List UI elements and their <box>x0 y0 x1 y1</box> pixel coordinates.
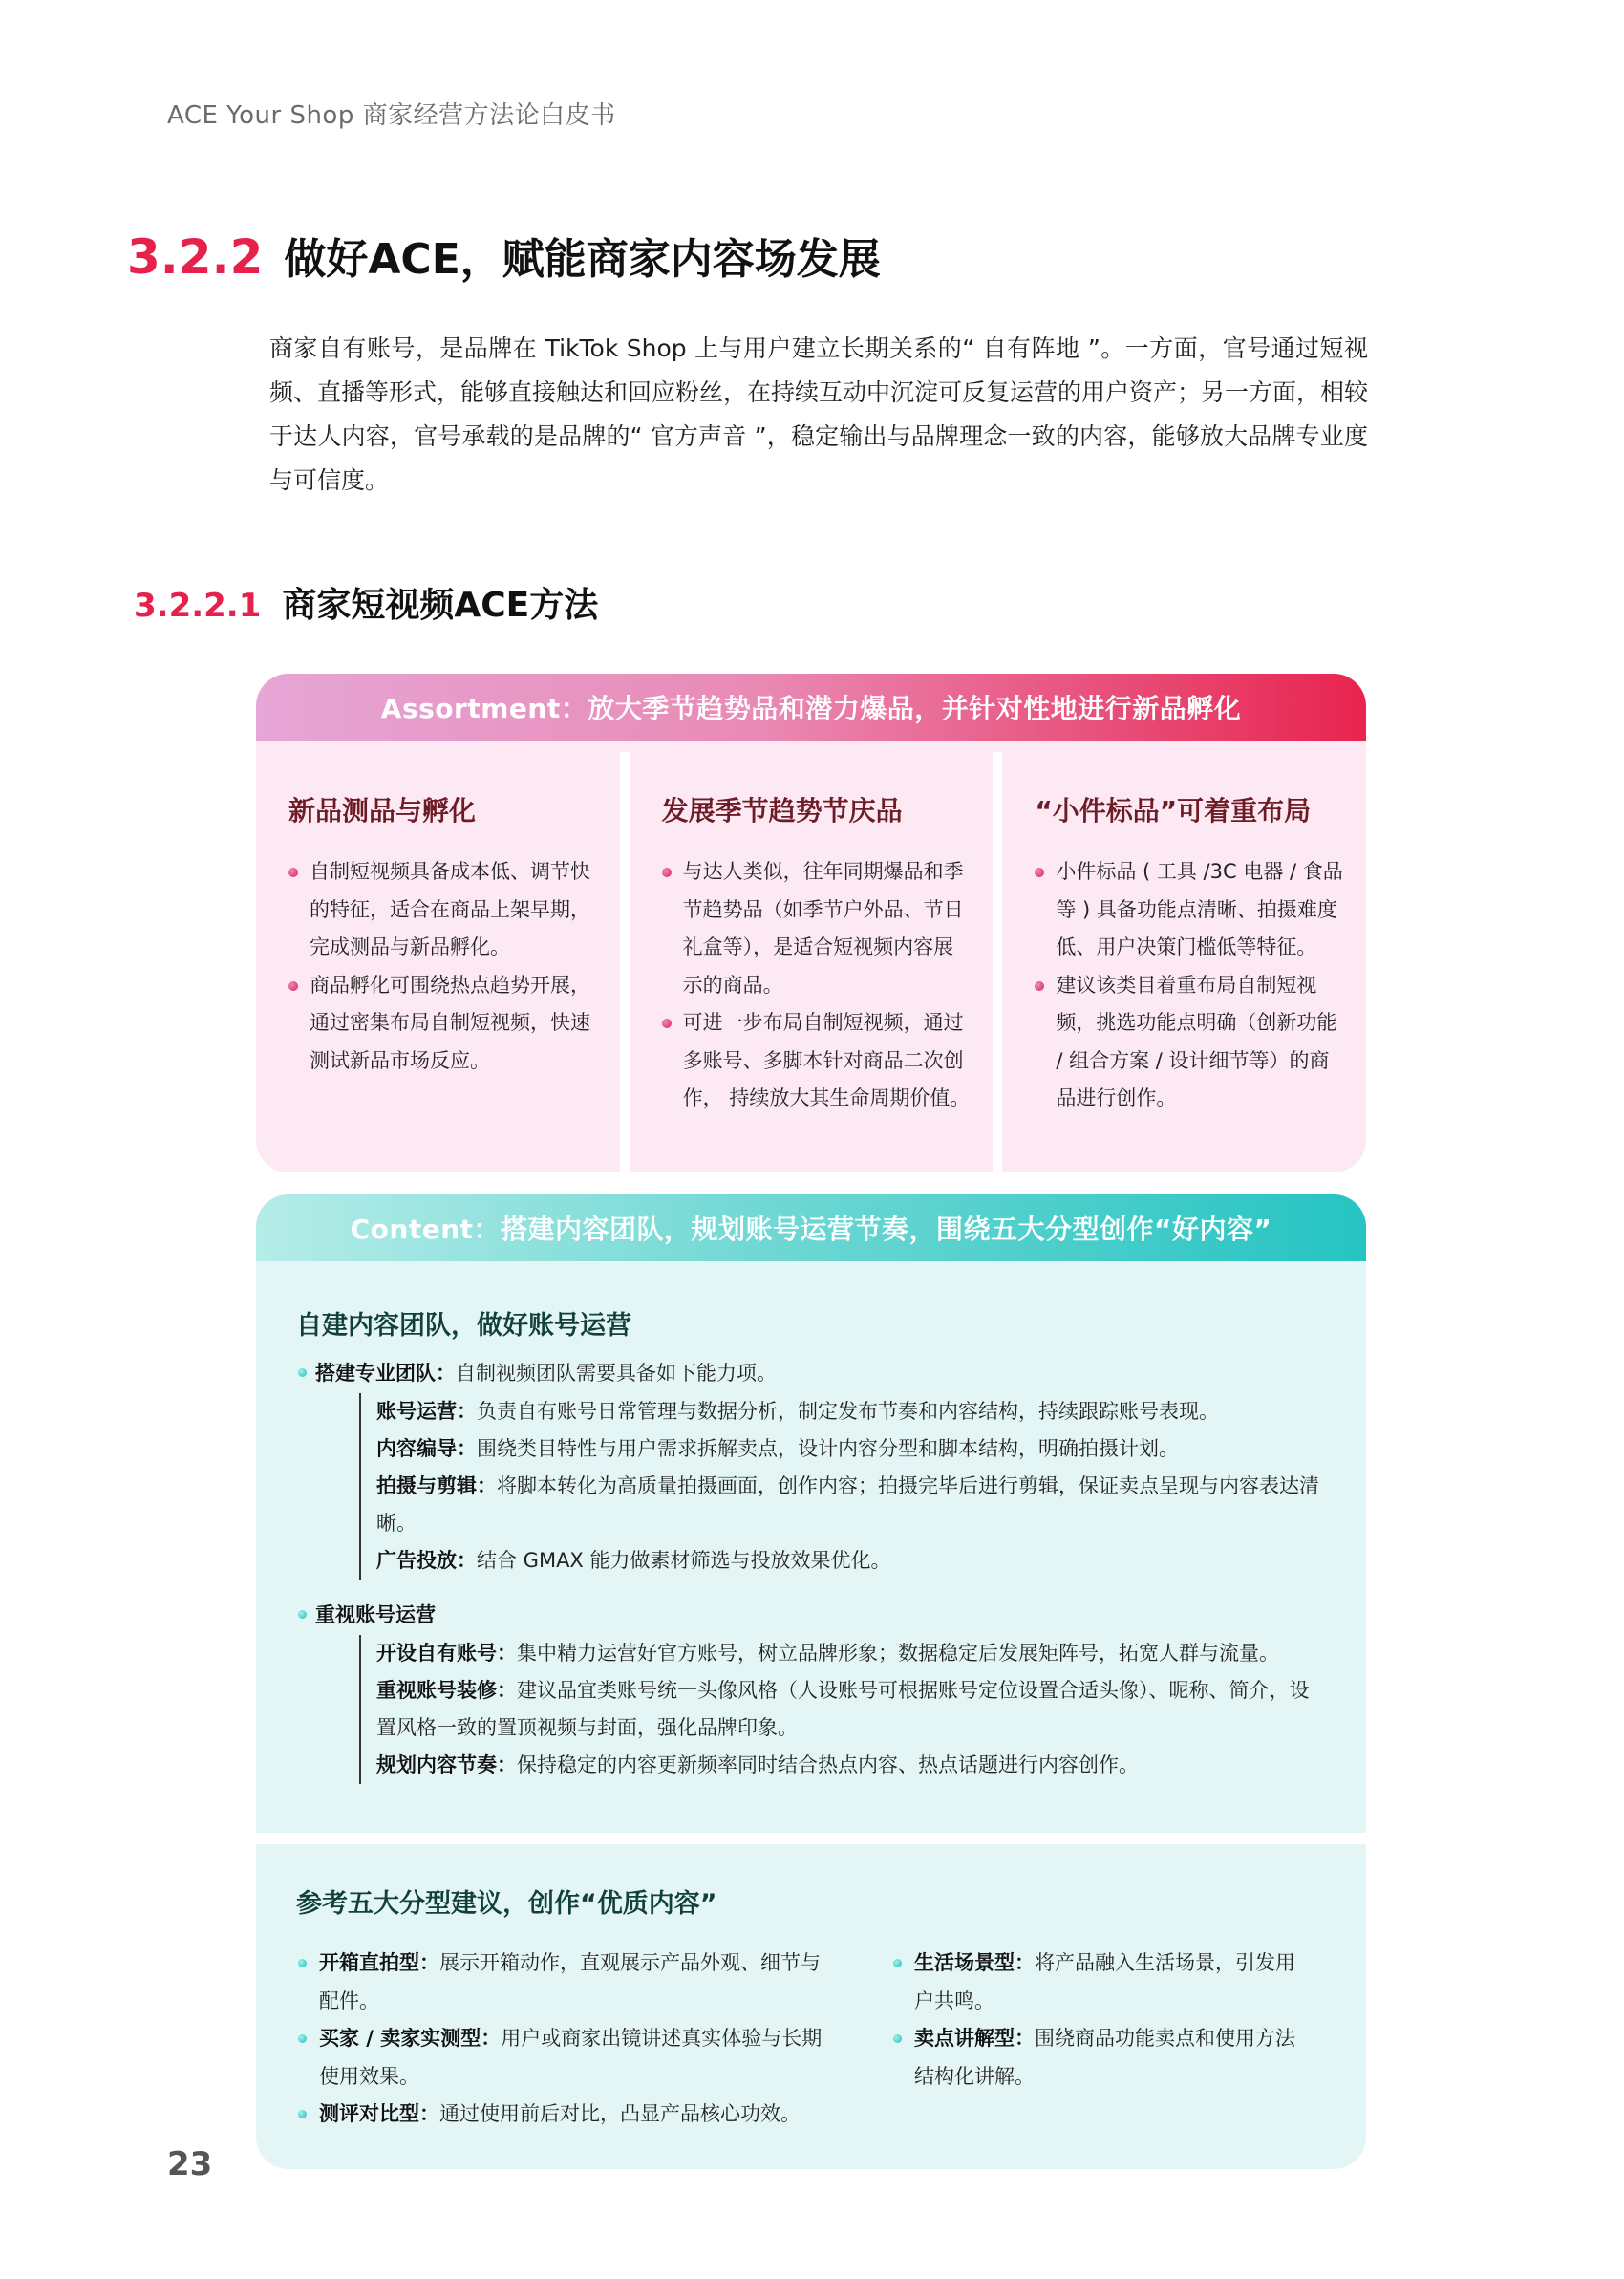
subsection-heading <box>134 578 598 627</box>
assortment-column <box>620 752 994 1172</box>
types-left-column <box>296 1945 831 2134</box>
list-item <box>376 1393 1324 1430</box>
assortment-column-title: “小件标品”可着重布局 <box>1035 795 1312 827</box>
type-item <box>296 1945 831 2020</box>
bullet-list <box>662 853 971 1118</box>
type-label: 卖点讲解型： <box>914 2027 1035 2050</box>
page-number: 23 <box>167 2145 213 2183</box>
type-text: 围绕商品功能卖点和使用方法结构化讲解。 <box>914 2027 1295 2088</box>
types-title: 参考五大分型建议，创作“优质内容” <box>296 1889 717 1919</box>
item-text: 负责自有账号日常管理与数据分析，制定发布节奏和内容结构，持续跟踪账号表现。 <box>477 1400 1219 1423</box>
account-section-heading <box>296 1599 1324 1631</box>
team-section-text: 自制视频团队需要具备如下能力项。 <box>456 1362 777 1385</box>
type-text: 将产品融入生活场景，引发用户共鸣。 <box>914 1951 1295 2012</box>
assortment-column-title: 新品测品与孵化 <box>288 795 477 827</box>
assortment-columns <box>256 752 1366 1172</box>
item-text: 集中精力运营好官方账号，树立品牌形象；数据稳定后发展矩阵号，拓宽人群与流量。 <box>517 1642 1279 1665</box>
team-capability-list <box>359 1393 1324 1580</box>
bullet-item: 自制短视频具备成本低、调节快的特征，适合在商品上架早期，完成测品与新品孵化。 <box>288 853 597 967</box>
bullet-item: 小件标品 ( 工具 /3C 电器 / 食品等 ) 具备功能点清晰、拍摄难度低、用户决策门槛低等特征。 <box>1035 853 1343 967</box>
content-types-panel <box>256 1844 1366 2169</box>
type-item <box>296 2096 831 2134</box>
section-title: 做好ACE，赋能商家内容场发展 <box>284 235 881 284</box>
team-section-label: 搭建专业团队： <box>315 1362 456 1385</box>
bullet-item: 与达人类似，往年同期爆品和季节趋势品（如季节户外品、节日礼盒等），是适合短视频内容展示的商品。 <box>662 853 971 1004</box>
assortment-banner <box>256 674 1366 741</box>
item-text: 结合 GMAX 能力做素材筛选与投放效果优化。 <box>477 1549 891 1572</box>
content-panel <box>256 1194 1366 1833</box>
account-ops-list <box>359 1635 1324 1784</box>
section-number: 3.2.2 <box>127 229 264 285</box>
assortment-column <box>993 752 1366 1172</box>
account-section-label: 重视账号运营 <box>315 1603 436 1626</box>
assortment-banner-text: Assortment：放大季节趋势品和潜力爆品，并针对性地进行新品孵化 <box>380 693 1242 724</box>
section-heading <box>127 225 881 286</box>
list-item <box>376 1430 1324 1468</box>
type-item <box>891 2020 1312 2096</box>
bullet-item: 商品孵化可围绕热点趋势开展，通过密集布局自制短视频，快速测试新品市场反应。 <box>288 967 597 1081</box>
list-item <box>376 1542 1324 1580</box>
content-banner <box>256 1194 1366 1261</box>
item-text: 围绕类目特性与用户需求拆解卖点，设计内容分型和脚本结构，明确拍摄计划。 <box>477 1437 1179 1460</box>
type-item <box>891 1945 1312 2020</box>
section-intro: 商家自有账号，是品牌在 TikTok Shop 上与用户建立长期关系的“ 自有阵地 ”。一方面，官号通过短视频、直播等形式，能够直接触达和回应粉丝，在持续互动中沉淀可反复运营的用户资产；另一方面，相较于达人内容，官号承载的是品牌的“ 官方声音 ”，稳定输出与品牌理念一致的内容，能够放大品牌专业度与可信度。 <box>269 334 1369 494</box>
bullet-list <box>288 853 597 1080</box>
item-label: 规划内容节奏： <box>376 1753 517 1776</box>
item-label: 内容编导： <box>376 1437 477 1460</box>
list-item <box>376 1747 1324 1784</box>
item-text: 建议品宜类账号统一头像风格（人设账号可根据账号定位设置合适头像）、昵称、简介，设置风格一致的置顶视频与封面，强化品牌印象。 <box>376 1679 1310 1739</box>
assortment-column-title: 发展季节趋势节庆品 <box>661 795 903 827</box>
bullet-item: 建议该类目着重布局自制短视频，挑选功能点明确（创新功能 / 组合方案 / 设计细节等）的商品进行创作。 <box>1035 967 1343 1118</box>
running-header: ACE Your Shop 商家经营方法论白皮书 <box>167 101 616 130</box>
type-text: 用户或商家出镜讲述真实体验与长期使用效果。 <box>319 2027 823 2088</box>
assortment-column <box>256 752 620 1172</box>
type-label: 生活场景型： <box>914 1951 1035 1974</box>
type-item <box>296 2020 831 2096</box>
types-right-column <box>891 1945 1312 2096</box>
item-label: 广告投放： <box>376 1549 477 1572</box>
item-label: 重视账号装修： <box>376 1679 517 1702</box>
list-item <box>376 1672 1324 1747</box>
bullet-list <box>1035 853 1343 1118</box>
item-text: 将脚本转化为高质量拍摄画面，创作内容；拍摄完毕后进行剪辑，保证卖点呈现与内容表达清晰。 <box>376 1474 1319 1535</box>
subsection-title: 商家短视频ACE方法 <box>282 586 599 625</box>
type-text: 通过使用前后对比，凸显产品核心功效。 <box>439 2102 801 2125</box>
item-text: 保持稳定的内容更新频率同时结合热点内容、热点话题进行内容创作。 <box>517 1753 1139 1776</box>
type-label: 买家 / 卖家实测型： <box>319 2027 502 2050</box>
item-label: 拍摄与剪辑： <box>376 1474 497 1497</box>
type-text: 展示开箱动作，直观展示产品外观、细节与配件。 <box>319 1951 821 2012</box>
item-label: 开设自有账号： <box>376 1642 517 1665</box>
type-label: 开箱直拍型： <box>319 1951 439 1974</box>
list-item <box>376 1468 1324 1542</box>
list-item <box>376 1635 1324 1672</box>
subsection-number: 3.2.2.1 <box>134 587 262 625</box>
type-label: 测评对比型： <box>319 2102 439 2125</box>
team-title: 自建内容团队，做好账号运营 <box>296 1311 631 1341</box>
team-section-heading <box>296 1357 1324 1389</box>
bullet-item: 可进一步布局自制短视频，通过多账号、多脚本针对商品二次创作， 持续放大其生命周期价值。 <box>662 1004 971 1118</box>
item-label: 账号运营： <box>376 1400 477 1423</box>
content-banner-text: Content：搭建内容团队，规划账号运营节奏，围绕五大分型创作“好内容” <box>350 1214 1272 1245</box>
assortment-panel <box>256 674 1366 1172</box>
